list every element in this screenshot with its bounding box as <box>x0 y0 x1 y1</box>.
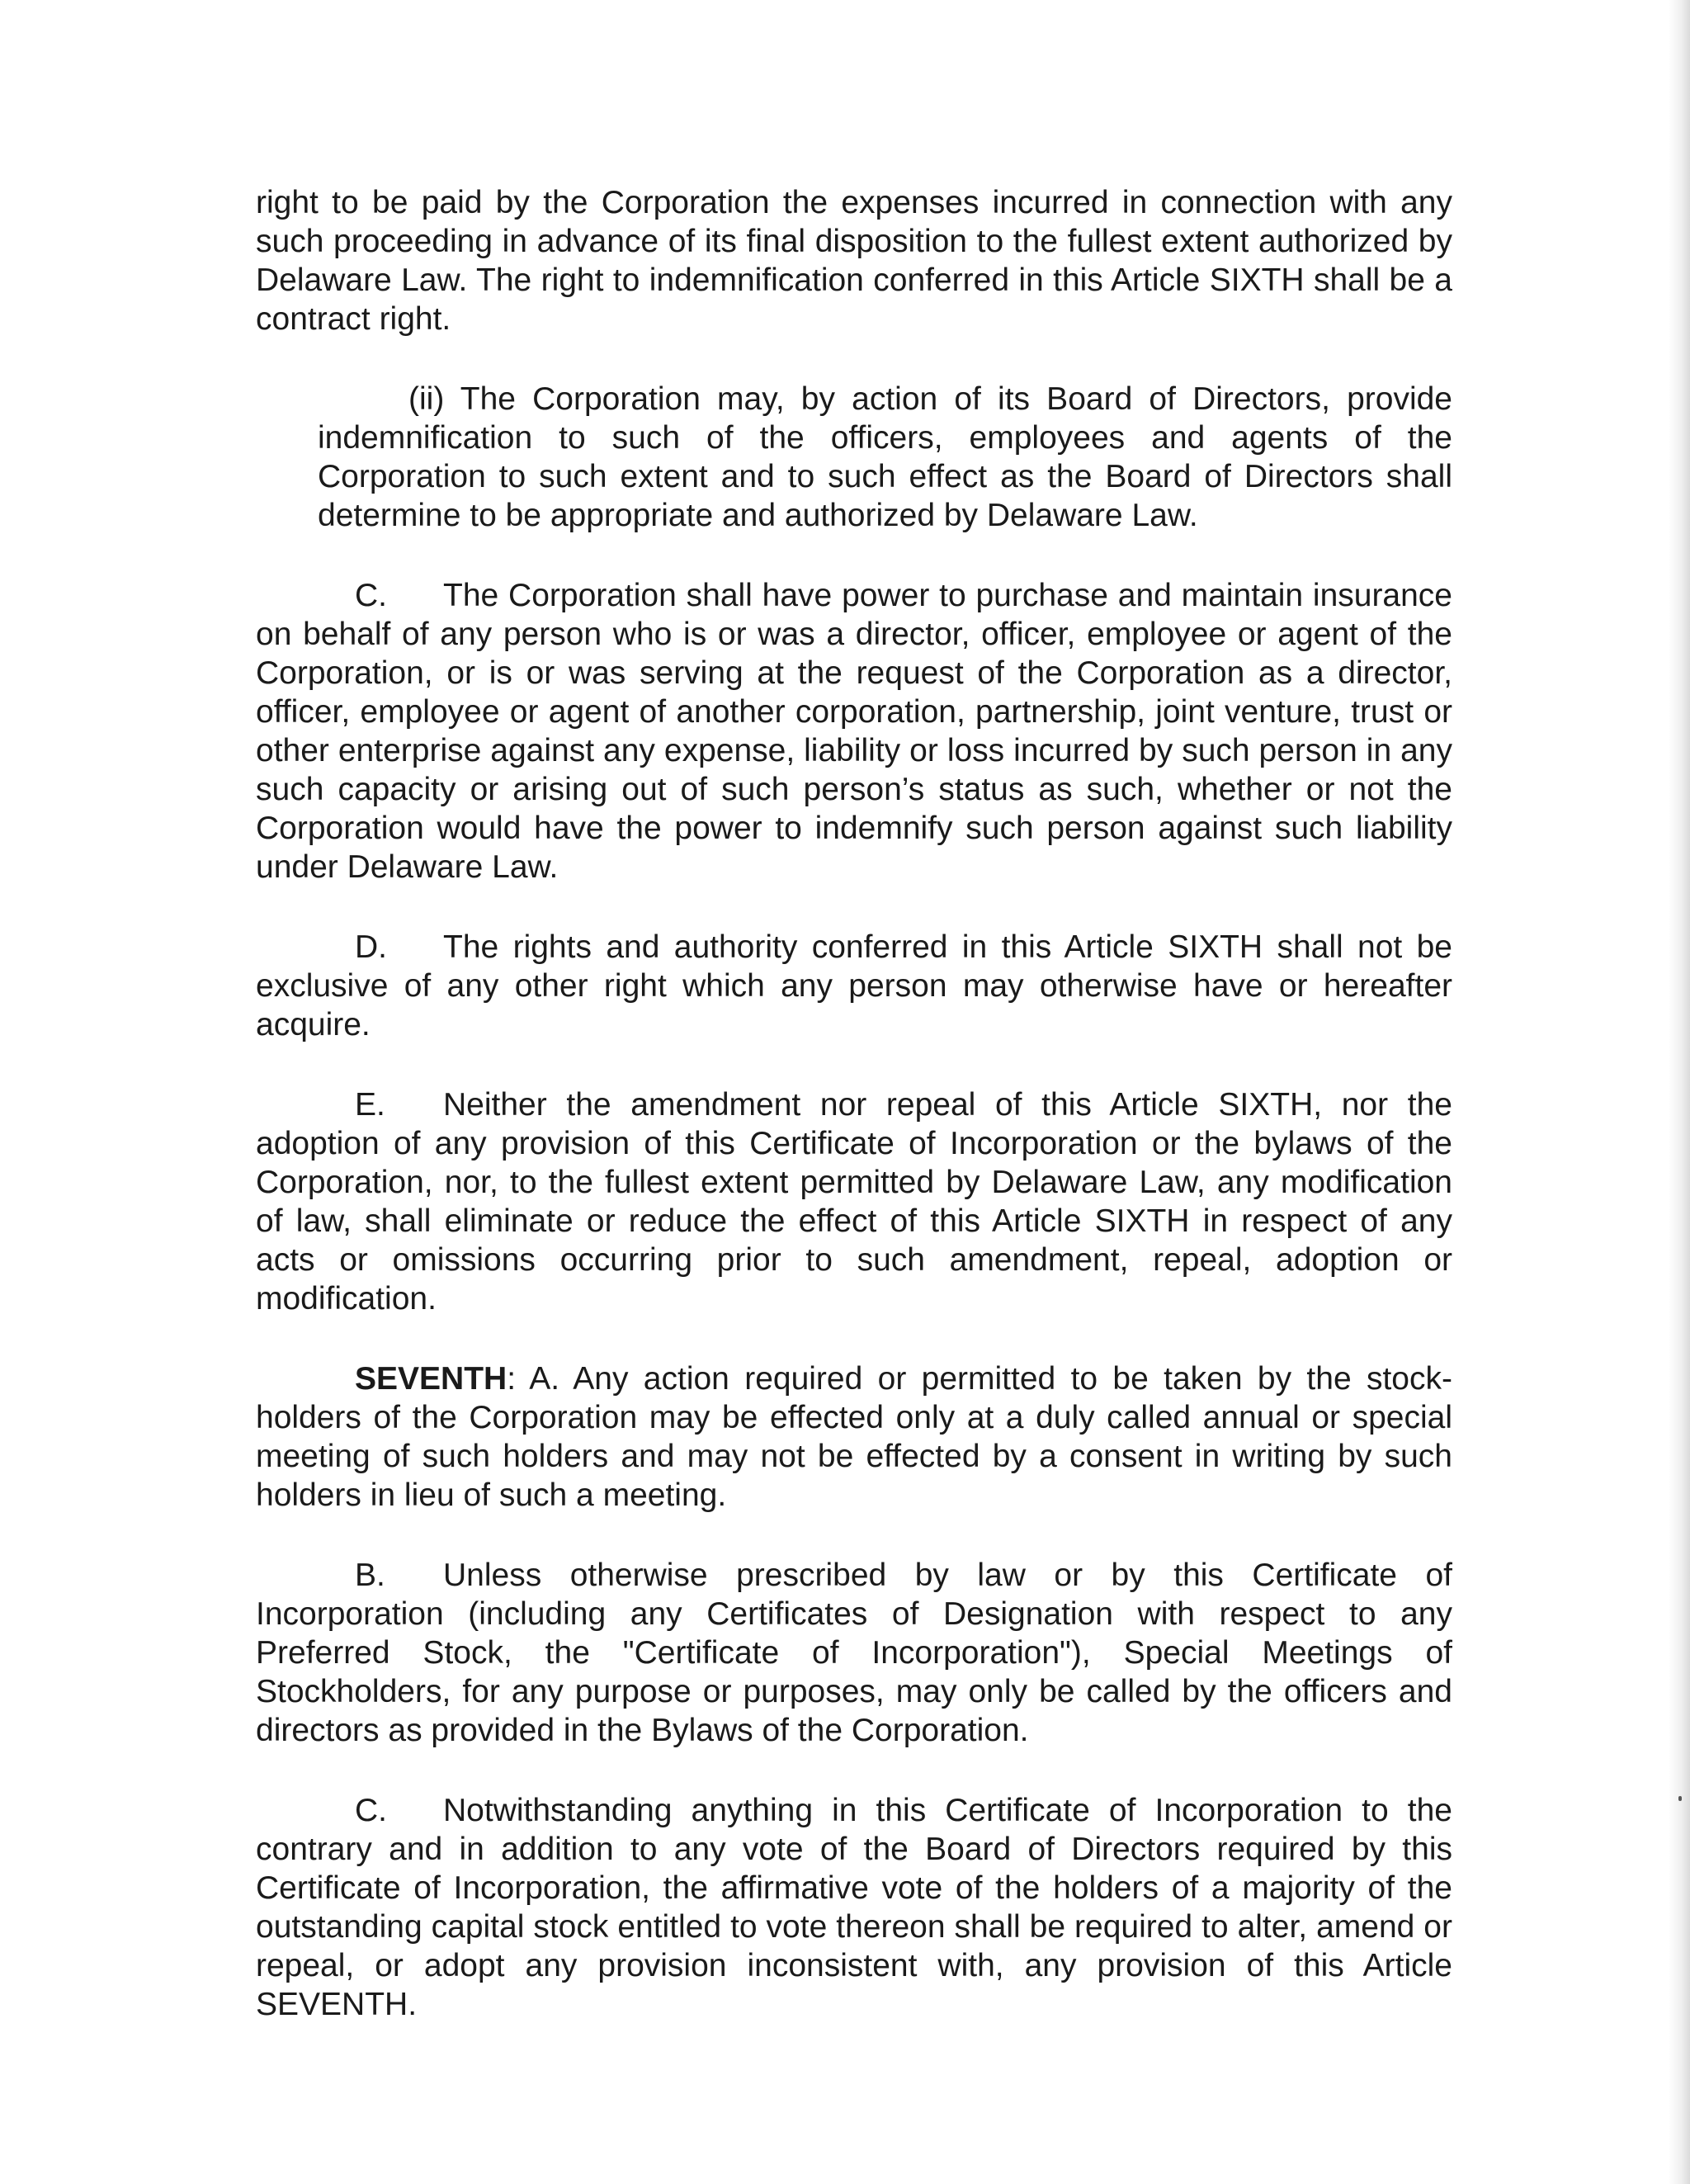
paragraph-text: The Corporation shall have power to purchase and maintain insurance on behalf of any person who is or was a director, officer, employee or agent of the Corporation, or is or was serving at the request of the Corporation as a director, officer, employee or agent of another corporation, partnership, joint venture, trust or other enterprise against any expense, liability or loss incurred by such person in any such capacity or arising out of such person’s status as such, whether or not the Corporation would have the power to indemnify such person against such liability under Delaware Law. <box>256 578 1452 885</box>
paragraph-text: right to be paid by the Corporation the expenses incurred in connection with any such proceeding in advance of its final disposition to the fullest extent authorized by Delaware Law. The right to indemnification conferred in this Article SIXTH shall be a contract right. <box>256 185 1452 337</box>
paragraph-text: The Corporation may, by action of its Board of Directors, provide indemnification to such of the officers, employees and agents of the Corporation to such extent and to such effect as the Board of Directors shall determine to be appropriate and authorized by Delaware Law. <box>318 381 1452 533</box>
paragraph-label: C. <box>355 578 387 613</box>
paragraph-text: Neither the amendment nor repeal of this Article SIXTH, nor the adoption of any provision of this Certificate of Incorporation or the bylaws of the Corporation, nor, to the fullest extent permitted by Delaware Law, any modification of law, shall eliminate or reduce the effect of this Article SIXTH in respect of any acts or omissions occurring prior to such amendment, repeal, adoption or modification. <box>256 1087 1452 1317</box>
scan-speck <box>1678 1796 1682 1801</box>
paragraph-text: The rights and authority conferred in this Article SIXTH shall not be exclusive of any other right which any person may otherwise have or hereafter acquire. <box>256 929 1452 1042</box>
paragraph-sixth-e <box>256 1085 1452 1318</box>
paragraph-sixth-c <box>256 576 1452 886</box>
paragraph-label: D. <box>355 929 387 965</box>
document-body <box>256 183 1452 2024</box>
paragraph-label: (ii) <box>408 381 445 417</box>
paragraph-label: B. <box>355 1558 385 1593</box>
article-heading: SEVENTH <box>355 1361 507 1397</box>
paragraph-sixth-b-ii <box>318 380 1452 535</box>
scan-edge-shadow <box>1669 0 1690 2184</box>
paragraph-text: Unless otherwise prescribed by law or by this Certificate of Incorporation (including any Certificates of Designation with respect to any Preferred Stock, the "Certificate of Incorporation"), Special Meetings of Stockholders, for any purpose or purposes, may only be called by the officers and directors as provided in the Bylaws of the Corporation. <box>256 1558 1452 1748</box>
paragraph-label: E. <box>355 1087 385 1123</box>
paragraph-label: : A. <box>507 1361 560 1397</box>
paragraph-seventh-a <box>256 1359 1452 1515</box>
paragraph-sixth-d <box>256 928 1452 1044</box>
paragraph-text: Notwithstanding anything in this Certificate of Incorporation to the contrary and in addition to any vote of the Board of Directors required by this Certificate of Incorporation, the affirmative vote of the holders of a majority of the outstanding capital stock entitled to vote thereon shall be required to alter, amend or repeal, or adopt any provision inconsistent with, any provision of this Article SEVENTH. <box>256 1793 1452 2022</box>
paragraph-indemnification-continuation <box>256 183 1452 338</box>
paragraph-text: Any action required or permitted to be taken by the stock-holders of the Corporation may be effected only at a duly called annual or special meeting of such holders and may not be effected by a consent in writing by such holders in lieu of such a meeting. <box>256 1361 1452 1513</box>
paragraph-seventh-c <box>256 1791 1452 2024</box>
paragraph-seventh-b <box>256 1556 1452 1750</box>
paragraph-label: C. <box>355 1793 387 1828</box>
